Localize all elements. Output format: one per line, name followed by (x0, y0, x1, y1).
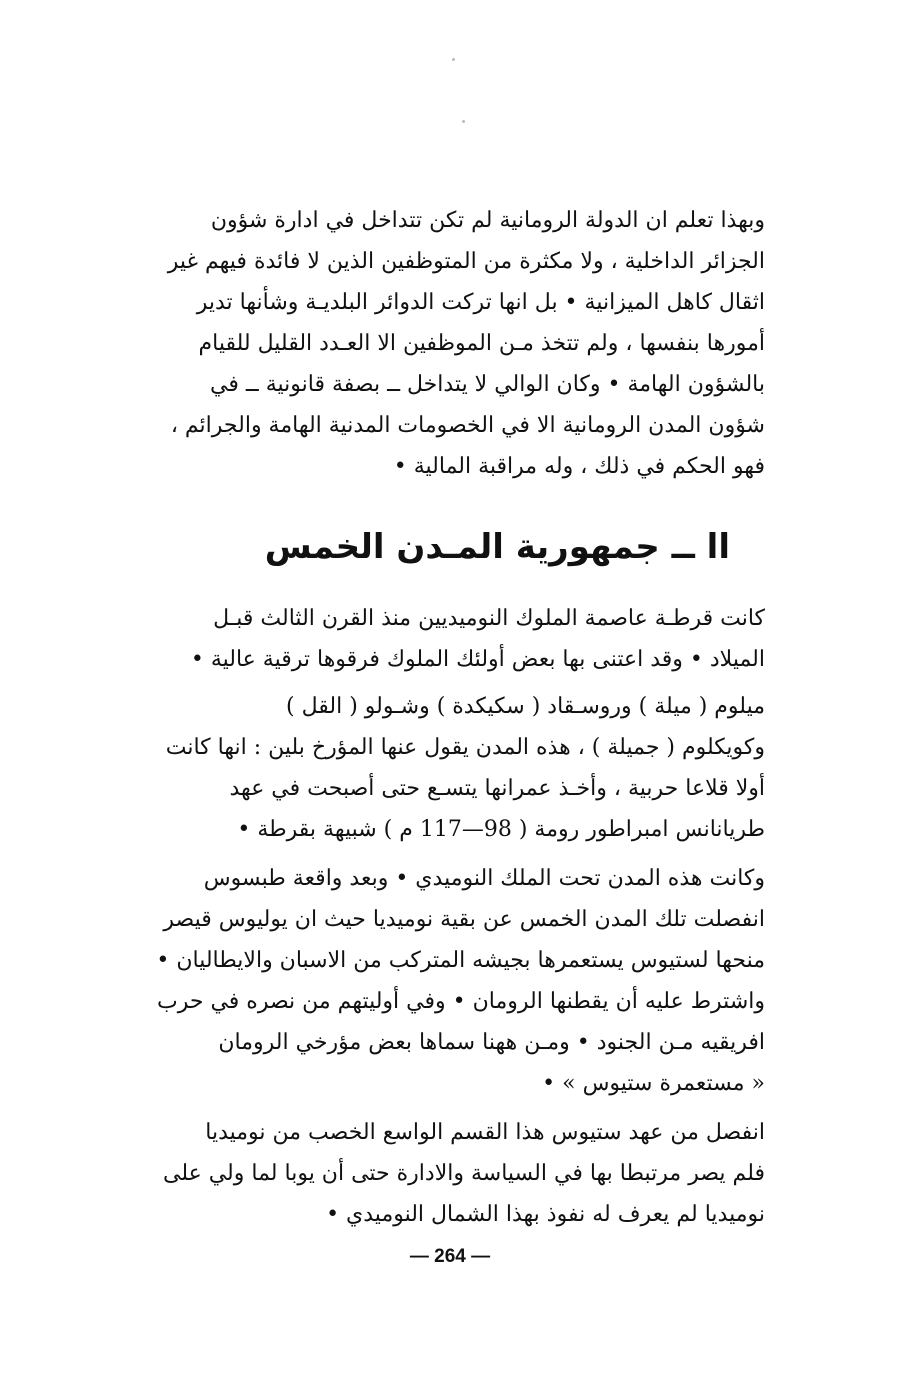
text-line: انفصلت تلك المدن الخمس عن بقية نوميديا حيث ان يوليوس قيصر (163, 907, 765, 932)
text-line: منحها لستيوس يستعمرها بجيشه المتركب من الاسبان والايطاليان • (156, 948, 765, 973)
text-line: « مستعمرة ستيوس » • (542, 1071, 765, 1096)
page-number: — 264 — (409, 1246, 491, 1267)
text-line: وكويكلوم ( جميلة ) ، هذه المدن يقول عنها المؤرخ بلين : انها كانت (165, 735, 765, 760)
section-heading: اا ــ جمهورية المـدن الخمس (264, 527, 730, 567)
paper-speck (452, 58, 455, 61)
text-line: افريقيه مـن الجنود • ومـن ههنا سماها بعض مؤرخي الرومان (218, 1030, 765, 1055)
text-line: كانت قرطـة عاصمة الملوك النوميديين منذ القرن الثالث قبـل (213, 606, 765, 631)
text-line: فلم يصر مرتبطا بها في السياسة والادارة حتى أن يوبا لما ولي على (162, 1161, 765, 1186)
text-line: ميلوم ( ميلة ) وروسـقاد ( سكيكدة ) وشـولو ( القل ) (286, 694, 765, 719)
text-line: وكانت هذه المدن تحت الملك النوميدي • وبعد واقعة طبسوس (203, 866, 765, 891)
text-line: أمورها بنفسها ، ولم تتخذ مـن الموظفين الا العـدد القليل للقيام (198, 331, 765, 356)
text-line: الميلاد • وقد اعتنى بها بعض أولئك الملوك فرقوها ترقية عالية • (190, 647, 765, 672)
text-line: بالشؤون الهامة • وكان الوالي لا يتداخل ــ بصفة قانونية ــ في (210, 372, 765, 397)
text-line: طريانانس امبراطور رومة ( 98—117 م ) شبيهة بقرطة • (237, 817, 765, 842)
text-line: وبهذا تعلم ان الدولة الرومانية لم تكن تتداخل في ادارة شؤون (210, 208, 765, 233)
paragraph-separation (115, 1112, 765, 1235)
paragraph-four-cities (115, 686, 765, 850)
text-line: فهو الحكم في ذلك ، وله مراقبة المالية • (393, 454, 765, 479)
text-line: انفصل من عهد ستيوس هذا القسم الواسع الخصب من نوميديا (205, 1120, 765, 1145)
text-line: شؤون المدن الرومانية الا في الخصومات المدنية الهامة والجرائم ، (170, 413, 765, 438)
text-line: الجزائر الداخلية ، ولا مكثرة من المتوظفين الذين لا فائدة فيهم غير (167, 249, 765, 274)
text-line: واشترط عليه أن يقطنها الرومان • وفي أوليتهم من نصره في حرب (157, 989, 765, 1014)
paragraph-roman-administration (115, 200, 765, 487)
paragraph-sittius-colony (115, 858, 765, 1104)
text-line: نوميديا لم يعرف له نفوذ بهذا الشمال النوميدي • (326, 1202, 765, 1227)
paper-speck (462, 120, 465, 123)
text-line: أولا قلاعا حربية ، وأخـذ عمرانها يتسـع حتى أصبحت في عهد (229, 776, 765, 801)
paragraph-cirta (115, 598, 765, 680)
text-line: اثقال كاهل الميزانية • بل انها تركت الدوائر البلديـة وشأنها تدير (196, 290, 765, 315)
